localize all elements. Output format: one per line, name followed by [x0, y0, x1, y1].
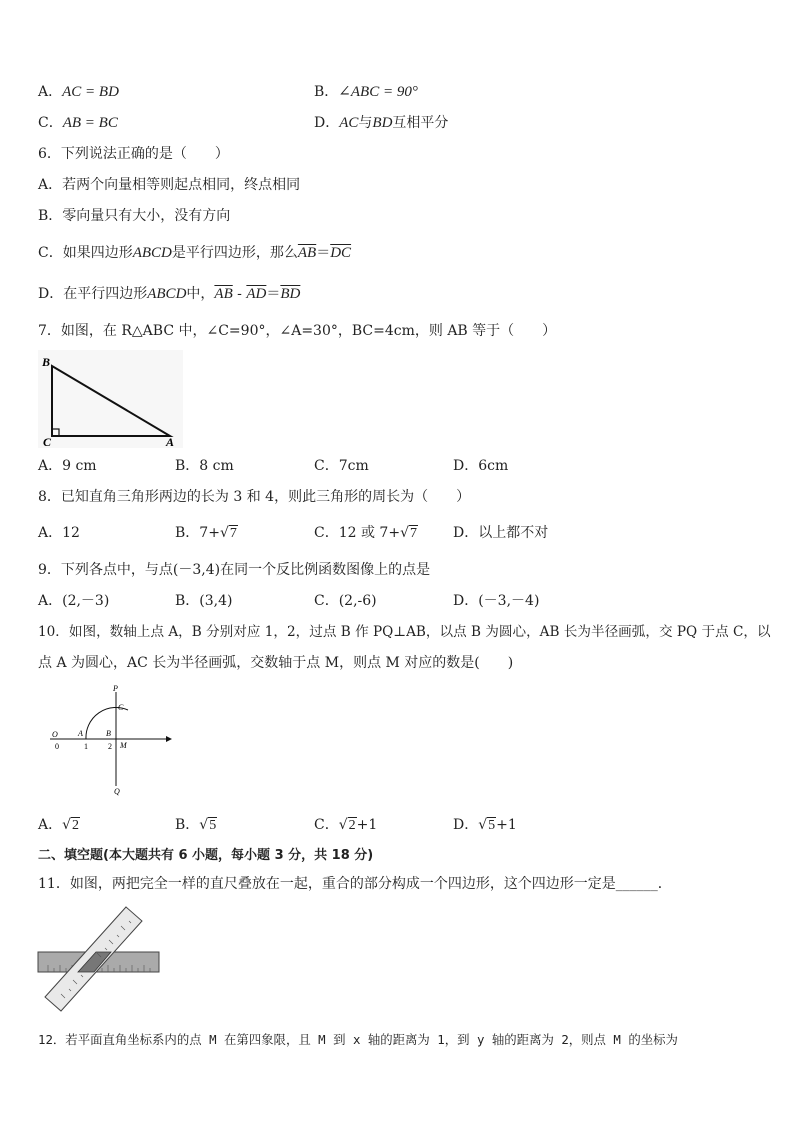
q11-stem: 11．如图，两把完全一样的直尺叠放在一起，重合的部分构成一个四边形，这个四边形一定是______． — [38, 876, 672, 892]
q5-option-b: B．∠ABC = 90° — [314, 84, 418, 100]
q7-option-d: D．6cm — [453, 458, 509, 474]
q8-option-c: C．12 或 7+√7 — [314, 525, 417, 541]
q5-option-d: D．AC与BD互相平分 — [314, 115, 449, 131]
q7-option-b: B．8 cm — [175, 458, 234, 474]
q10-label-m: M — [120, 741, 127, 750]
q10-number-line-figure — [48, 684, 178, 796]
q9-option-c: C．(2,-6) — [314, 593, 377, 609]
q6-stem: 6．下列说法正确的是（ ） — [38, 146, 229, 162]
q6-option-c: C．如果四边形ABCD是平行四边形，那么$\overline{AB}=\overline{DC}$ — [38, 245, 352, 261]
q10-label-b: B — [106, 729, 111, 738]
q10-tick-2: 2 — [108, 742, 112, 751]
q8-option-b: B．7+√7 — [175, 525, 237, 541]
q10-tick-0: 0 — [55, 742, 59, 751]
q10-option-d: D．√5+1 — [453, 817, 517, 833]
q6-option-a: A．若两个向量相等则起点相同，终点相同 — [38, 177, 301, 193]
q6-option-d: D．在平行四边形ABCD中，$\overline{AB} - \overline{AD}=\overline{BD}$ — [38, 286, 301, 302]
q8-stem: 8．已知直角三角形两边的长为 3 和 4，则此三角形的周长为（ ） — [38, 489, 471, 505]
q7-label-a: A — [166, 435, 175, 449]
q7-triangle-figure — [38, 350, 183, 450]
q10-label-q: Q — [114, 787, 120, 796]
q8-option-d: D．以上都不对 — [453, 525, 549, 541]
q10-option-a: A．√2 — [38, 817, 80, 833]
q10-label-o: O — [52, 730, 58, 739]
q7-label-c: C — [43, 435, 52, 449]
q9-option-b: B．(3,4) — [175, 593, 233, 609]
q7-figure-background — [38, 350, 183, 448]
q5-option-c: C．AB = BC — [38, 115, 118, 131]
q10-label-a: A — [78, 729, 83, 738]
q10-stem-line2: 点 A 为圆心，AC 长为半径画弧，交数轴于点 M，则点 M 对应的数是( ) — [38, 655, 514, 671]
q7-option-a: A．9 cm — [38, 458, 97, 474]
q5-option-a: A．AC = BD — [38, 84, 119, 100]
q9-option-d: D．(－3,－4) — [453, 593, 540, 609]
section-2-title: 二、填空题(本大题共有 6 小题，每小题 3 分，共 18 分) — [38, 848, 374, 863]
q6-option-b: B．零向量只有大小，没有方向 — [38, 208, 231, 224]
q10-stem-line1: 10．如图，数轴上点 A，B 分别对应 1，2，过点 B 作 PQ⊥AB，以点 B 为圆心，AB 长为半径画弧，交 PQ 于点 C，以 — [38, 624, 771, 640]
q10-axis-arrow — [166, 736, 172, 742]
q10-tick-1: 1 — [84, 742, 88, 751]
q9-option-a: A．(2,－3) — [38, 593, 110, 609]
q10-label-p: P — [113, 684, 118, 693]
q10-label-c: C — [118, 703, 124, 712]
q9-stem: 9．下列各点中，与点(－3,4)在同一个反比例函数图像上的点是 — [38, 562, 431, 578]
q10-option-b: B．√5 — [175, 817, 217, 833]
q7-option-c: C．7cm — [314, 458, 369, 474]
q10-option-c: C．√2+1 — [314, 817, 378, 833]
q7-label-b: B — [42, 355, 51, 369]
q11-rulers-figure — [38, 905, 162, 1011]
q8-option-a: A．12 — [38, 525, 80, 541]
q12-stem: 12．若平面直角坐标系内的点 M 在第四象限，且 M 到 x 轴的距离为 1，到 y 轴的距离为 2，则点 M 的坐标为 — [38, 1032, 678, 1047]
q7-stem: 7．如图，在 R△ABC 中，∠C=90°，∠A=30°，BC=4cm，则 AB 等于（ ） — [38, 323, 557, 339]
